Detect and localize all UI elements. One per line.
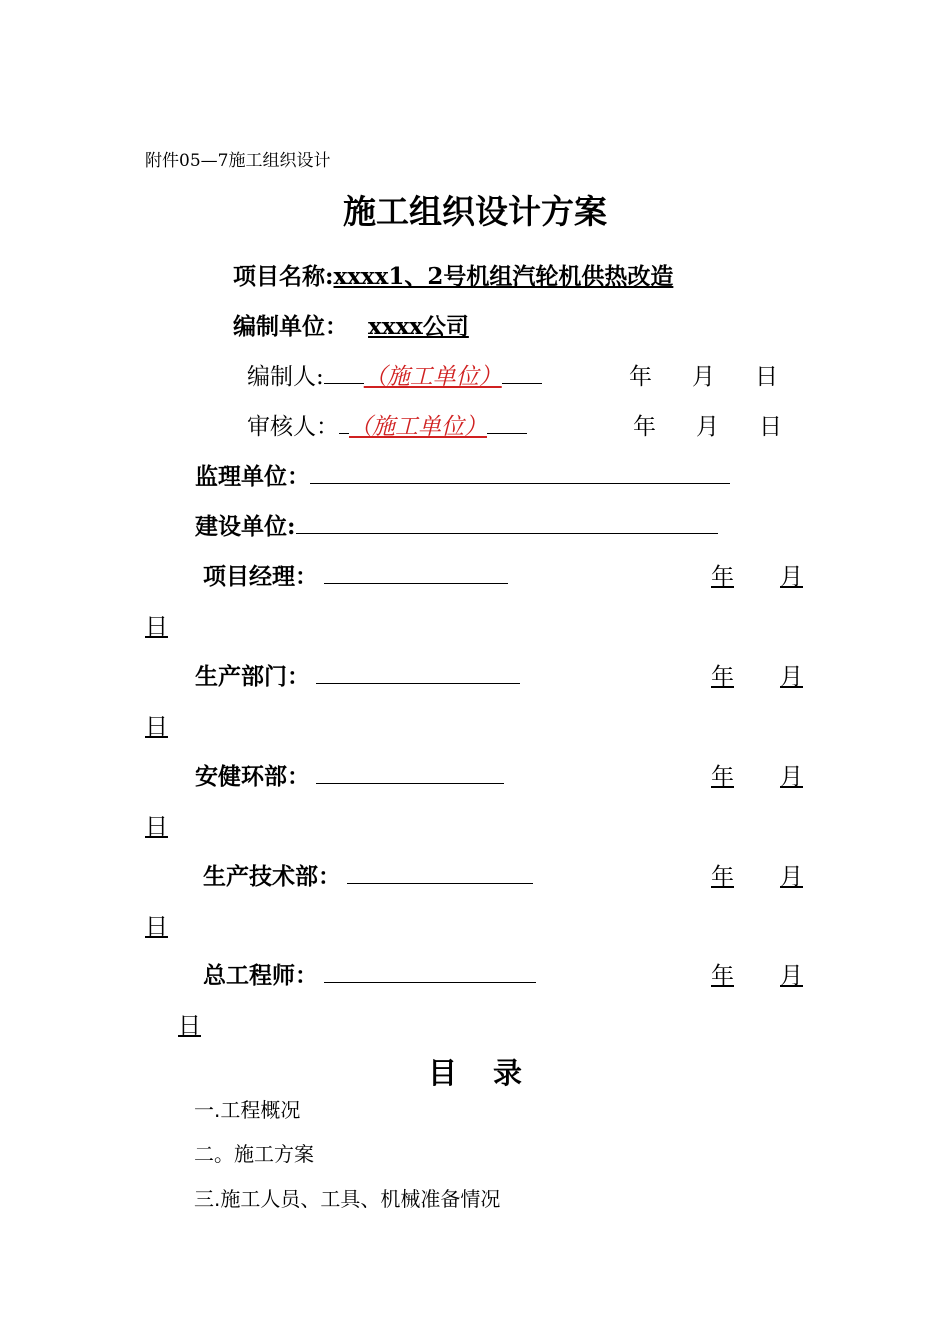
compiler-unit-value: xxxx公司 (368, 313, 469, 340)
construction-line (296, 532, 718, 534)
signoff-production-dept: 生产部门： (195, 658, 520, 691)
compiler-label: 编制人: (247, 364, 324, 390)
reviewer-date: 年 月 日 (633, 414, 782, 440)
signoff-production-tech-dept-date: 年 月 (711, 864, 803, 890)
compiler-date: 年 月 日 (629, 364, 778, 390)
signoff-hse-dept-date: 年 月 (711, 764, 803, 790)
signoff-hse-dept-day: 日 (145, 814, 168, 840)
compiler-row (247, 358, 542, 391)
toc-title: 目录 (427, 1056, 558, 1090)
attachment-label: 附件05—7施工组织设计 (145, 151, 331, 171)
signoff-production-tech-dept-day: 日 (145, 914, 168, 940)
construction-row (195, 508, 718, 541)
supervision-label: 监理单位： (195, 463, 310, 490)
toc-item[interactable]: 二。施工方案 (194, 1142, 314, 1166)
signoff-chief-engineer-day: 日 (178, 1013, 201, 1039)
signoff-production-dept-date: 年 月 (711, 664, 803, 690)
signoff-chief-engineer-date: 年 月 (711, 963, 803, 989)
signoff-chief-engineer: 总工程师： (203, 957, 536, 990)
compiler-hint: （施工单位） (363, 364, 502, 390)
signoff-hse-dept: 安健环部： (195, 758, 504, 791)
construction-label: 建设单位: (195, 513, 296, 540)
signoff-production-tech-dept: 生产技术部： (203, 858, 533, 891)
project-name-label: 项目名称: (233, 263, 334, 290)
reviewer-hint: （施工单位） (349, 414, 487, 440)
project-name-row (233, 258, 673, 291)
toc-item[interactable]: 一.工程概况 (194, 1098, 301, 1122)
toc-item[interactable]: 三.施工人员、工具、机械准备情况 (194, 1187, 501, 1211)
project-name-value: xxxx1、2号机组汽轮机供热改造 (333, 263, 674, 290)
signoff-project-manager-date: 年 月 (711, 564, 803, 590)
supervision-row (195, 458, 730, 491)
compiler-unit-label: 编制单位： (233, 313, 348, 340)
compiler-unit-row (233, 308, 469, 341)
reviewer-label: 审核人： (247, 414, 339, 440)
document-title: 施工组织设计方案 (343, 192, 607, 231)
supervision-line (310, 482, 730, 484)
signoff-project-manager-day: 日 (145, 614, 168, 640)
signoff-project-manager: 项目经理： (203, 558, 508, 591)
reviewer-row (247, 408, 527, 441)
signoff-production-dept-day: 日 (145, 714, 168, 740)
